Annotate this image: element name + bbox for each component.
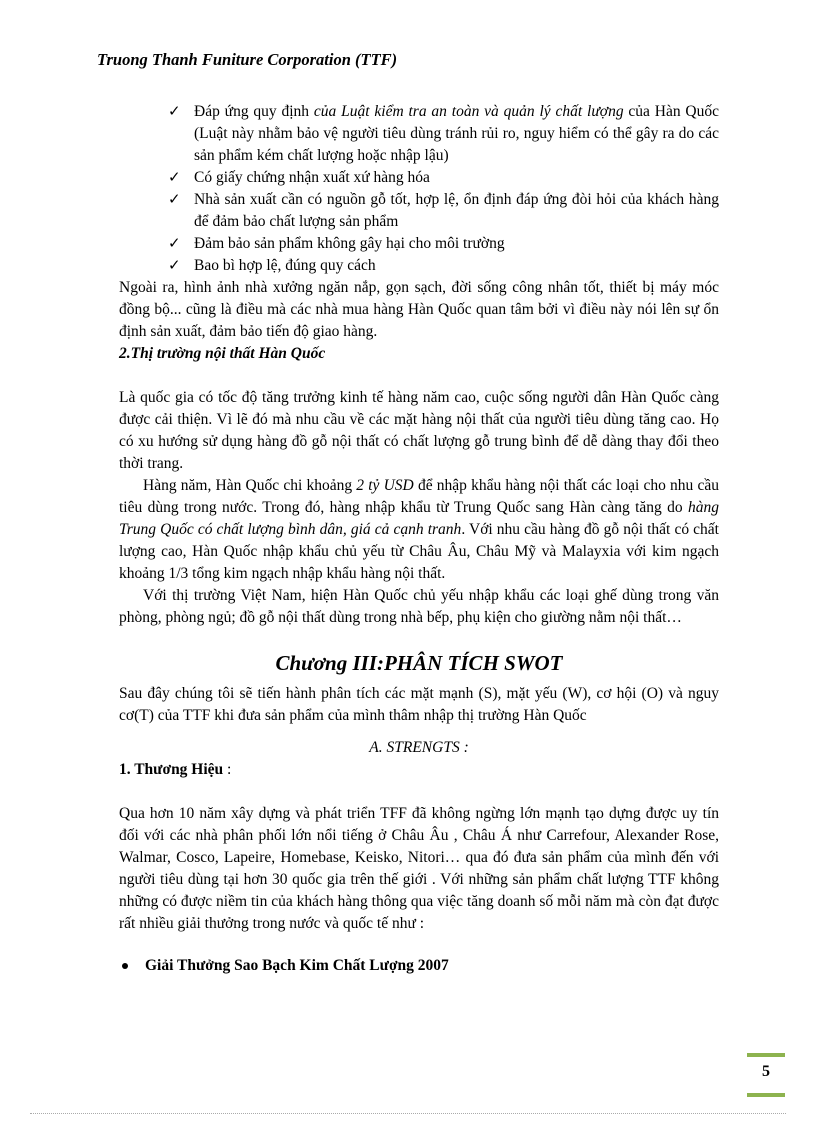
korea-market-paragraph-1: Là quốc gia có tốc độ tăng trưởng kinh tế hàng năm cao, cuộc sống người dân Hàn Quốc càng được cải thiện. Vì lẽ đó mà nhu cầu về các mặt hàng nội thất của người tiêu dùng tăng cao. Họ có xu hướng sử dụng hàng đồ gỗ nội thất có chất lượng gỗ trung bình để dễ dàng thay đổi theo thời trang. bbox=[119, 389, 719, 472]
text-run-italic: 2 tỷ USD bbox=[356, 477, 414, 494]
check-icon: ✓ bbox=[168, 170, 181, 186]
document-body bbox=[119, 101, 719, 977]
list-item bbox=[168, 101, 720, 167]
page-header: Truong Thanh Funiture Corporation (TTF) bbox=[97, 50, 398, 69]
chapter-intro-paragraph: Sau đây chúng tôi sẽ tiến hành phân tích các mặt mạnh (S), mặt yếu (W), cơ hội (O) và nguy cơ(T) của TTF khi đưa sản phẩm của mình thâm nhập thị trường Hàn Quốc bbox=[119, 685, 719, 724]
subsection-1-label: 1. Thương Hiệu bbox=[119, 761, 224, 778]
item-text: Đảm bảo sản phẩm không gây hại cho môi trường bbox=[194, 235, 505, 252]
korea-market-paragraph-2 bbox=[119, 475, 719, 585]
check-icon: ✓ bbox=[168, 258, 181, 274]
requirements-checklist bbox=[119, 101, 719, 277]
item-text: Có giấy chứng nhận xuất xứ hàng hóa bbox=[194, 169, 430, 186]
item-text: Nhà sản xuất cần có nguồn gỗ tốt, hợp lệ, ổn định đáp ứng đòi hỏi của khách hàng để đảm bảo chất lượng sản phẩm bbox=[194, 191, 719, 230]
item-text: Bao bì hợp lệ, đúng quy cách bbox=[194, 257, 376, 274]
intro-paragraph: Ngoài ra, hình ảnh nhà xưởng ngăn nắp, gọn sạch, đời sống công nhân tốt, thiết bị máy móc đồng bộ... cũng là điều mà các nhà mua hàng Hàn Quốc quan tâm bởi vì điều này nói lên sự ổn định sản xuất, đảm bảo tiến độ giao hàng. bbox=[119, 279, 719, 340]
award-list-item bbox=[119, 955, 719, 977]
bullet-icon bbox=[122, 963, 128, 969]
korea-market-paragraph-3: Với thị trường Việt Nam, hiện Hàn Quốc chủ yếu nhập khẩu các loại ghế dùng trong văn phòng, phòng ngủ; đồ gỗ nội thất dùng trong nhà bếp, phụ kiện cho giường nằm nội thất… bbox=[119, 587, 719, 626]
text-run: . Với nhu cầu hàng đồ gỗ nội thất có chất lượng cao, Hàn Quốc nhập khẩu chủ yếu từ Châu Âu, Châu Mỹ và Malayxia với kim ngạch khoảng 1/3 tổng kim ngạch nhập khẩu hàng nội thất. bbox=[119, 521, 719, 582]
chapter-title: Chương III:PHÂN TÍCH SWOT bbox=[275, 651, 563, 675]
item-text: Đáp ứng quy định bbox=[194, 103, 314, 120]
item-text-rest: của Hàn Quốc (Luật này nhằm bảo vệ người tiêu dùng tránh rủi ro, nguy hiểm có thể gây ra do các sản phẩm kém chất lượng hoặc nhập lậu) bbox=[194, 103, 720, 164]
check-icon: ✓ bbox=[168, 104, 181, 120]
list-item bbox=[168, 167, 719, 189]
section-2-title: 2.Thị trường nội thất Hàn Quốc bbox=[119, 345, 326, 362]
brand-paragraph: Qua hơn 10 năm xây dựng và phát triển TFF đã không ngừng lớn mạnh tạo dựng được uy tín đối với các nhà phân phối lớn nổi tiếng ở Châu Âu , Châu Á như Carrefour, Alexander Rose, Walmar, Cosco, Lapeire, Homebase, Keisko, Nitori… qua đó đưa sản phẩm của mình đến với người tiêu dùng tại hơn 30 quốc gia trên thế giới . Với những sản phẩm chất lượng TTF không những có được niềm tin của khách hàng thông qua việc tăng doanh số mỗi năm mà còn đạt được rất nhiều giải thưởng trong nước và quốc tế như : bbox=[119, 805, 719, 932]
text-run-italic: hàng Trung Quốc có chất lượng bình dân, giá cả cạnh tranh bbox=[119, 499, 719, 538]
section-a-title: A. STRENGTS : bbox=[369, 739, 469, 756]
item-italic: của Luật kiểm tra an toàn và quản lý chất lượng bbox=[313, 103, 624, 120]
award-text: Giải Thưởng Sao Bạch Kim Chất Lượng 2007 bbox=[145, 957, 449, 974]
list-item bbox=[168, 255, 719, 277]
subsection-1-title bbox=[119, 759, 719, 781]
page-number: 5 bbox=[747, 1053, 785, 1097]
check-icon: ✓ bbox=[168, 236, 181, 252]
subsection-1-suffix: : bbox=[223, 761, 232, 778]
footer-divider bbox=[30, 1113, 786, 1114]
list-item bbox=[168, 233, 719, 255]
check-icon: ✓ bbox=[168, 192, 181, 208]
text-run: Hàng năm, Hàn Quốc chi khoảng bbox=[143, 477, 357, 494]
list-item bbox=[168, 189, 719, 233]
text-run: để nhập khẩu hàng nội thất các loại cho nhu cầu tiêu dùng trong nước. Trong đó, hàng nhập khẩu từ Trung Quốc sang Hàn càng tăng do bbox=[119, 477, 719, 516]
